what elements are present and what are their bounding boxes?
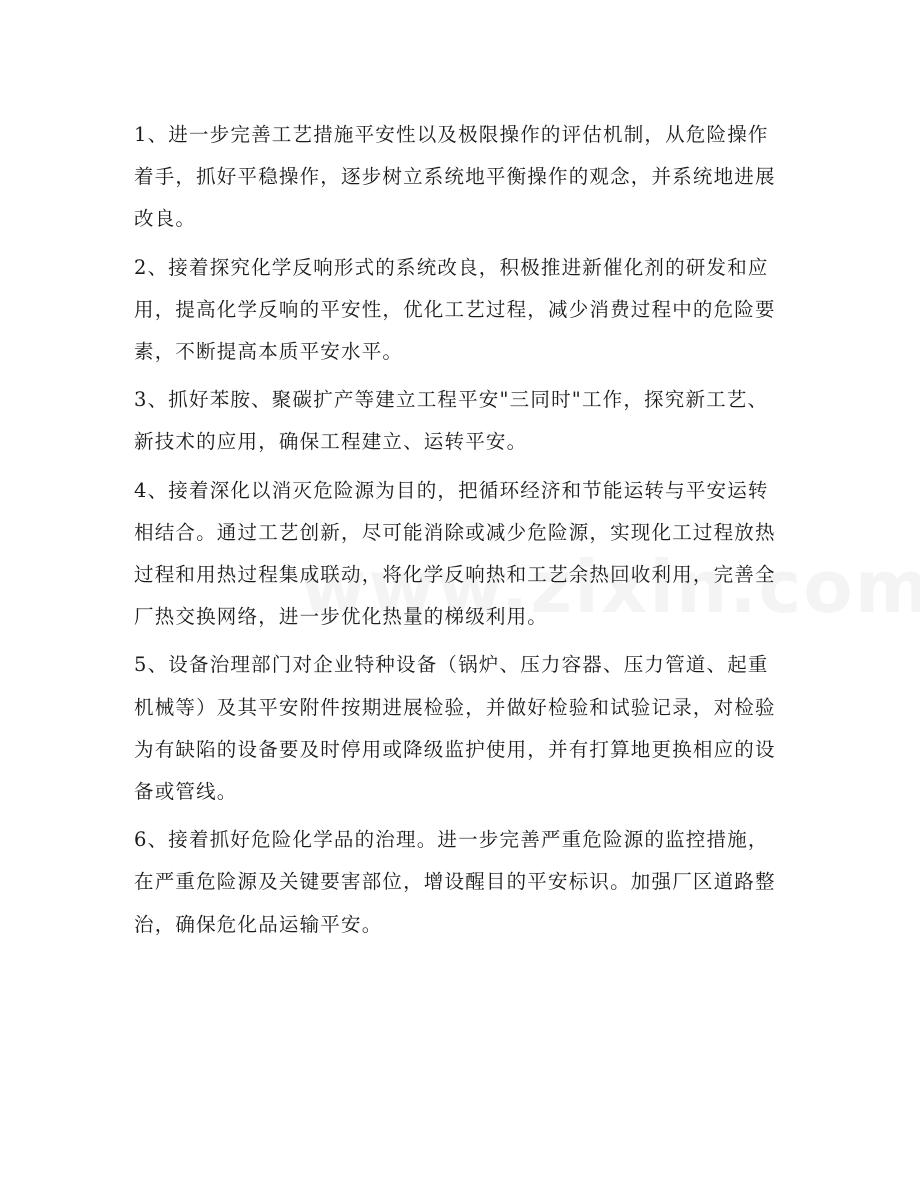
paragraph-5: 5、设备治理部门对企业特种设备（锅炉、压力容器、压力管道、起重 机械等）及其平安附件按期进展检验，并做好检验和试验记录，对检验 为有缺陷的设备要及时停用或降级监护使用，并有打算地更换相应的设 备或管线。 (134, 653, 776, 804)
paragraph-2: 2、接着探究化学反响形式的系统改良，积极推进新催化剂的研发和应 用，提高化学反响的平安性，优化工艺过程，减少消费过程中的危险要 素，不断提高本质平安水平。 (134, 255, 776, 364)
paragraph-6: 6、接着抓好危险化学品的治理。进一步完善严重危险源的监控措施， 在严重危险源及关键要害部位，增设醒目的平安标识。加强厂区道路整 治，确保危化品运输平安。 (134, 828, 776, 936)
paragraph-1: 1、进一步完善工艺措施平安性以及极限操作的评估机制，从危险操作 着手，抓好平稳操作，逐步树立系统地平衡操作的观念，并系统地进展 改良。 (134, 123, 776, 231)
paragraph-4: 4、接着深化以消灭危险源为目的，把循环经济和节能运转与平安运转 相结合。通过工艺创新，尽可能消除或减少危险源，实现化工过程放热 过程和用热过程集成联动，将化学反响热和工艺余热回收利用，完善全 厂热交换网络，进一步优化热量的梯级利用。 (134, 478, 776, 629)
paragraph-3: 3、抓好苯胺、聚碳扩产等建立工程平安"三同时"工作，探究新工艺、 新技术的应用，确保工程建立、运转平安。 (134, 388, 769, 454)
document-body (134, 114, 794, 952)
